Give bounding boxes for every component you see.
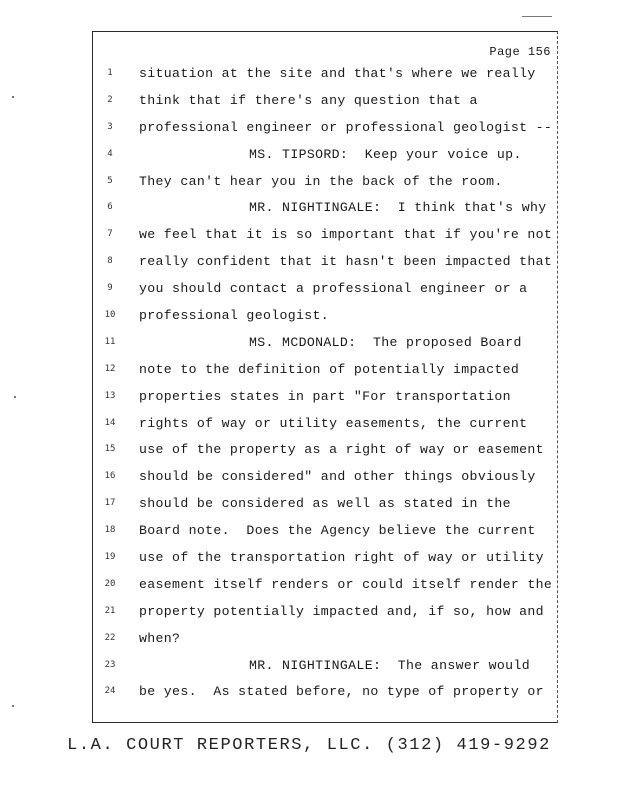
transcript-line xyxy=(93,684,557,711)
transcript-line xyxy=(93,550,557,577)
line-number: 21 xyxy=(104,605,116,616)
line-number: 6 xyxy=(107,202,113,213)
line-number: 14 xyxy=(104,417,116,428)
transcript-line xyxy=(93,147,557,174)
transcript-lines xyxy=(93,66,557,711)
transcript-line xyxy=(93,469,557,496)
transcript-line xyxy=(93,416,557,443)
line-text: easement itself renders or could itself render the xyxy=(139,576,553,592)
transcript-page xyxy=(92,31,558,723)
line-text: professional geologist. xyxy=(139,308,330,324)
line-number: 18 xyxy=(104,525,116,536)
line-number: 2 xyxy=(107,94,113,105)
line-text: They can't hear you in the back of the room. xyxy=(139,173,503,189)
transcript-line xyxy=(93,442,557,469)
line-number: 17 xyxy=(104,498,116,509)
line-number: 1 xyxy=(107,68,113,78)
transcript-line xyxy=(93,523,557,550)
line-number: 15 xyxy=(104,444,116,455)
transcript-line xyxy=(93,93,557,120)
line-number: 19 xyxy=(104,552,116,563)
transcript-line xyxy=(93,200,557,227)
line-text: rights of way or utility easements, the current xyxy=(139,415,528,431)
page-number: Page 156 xyxy=(489,45,551,59)
line-text: situation at the site and that's where we really xyxy=(139,66,536,81)
transcript-line xyxy=(93,631,557,658)
scan-speck xyxy=(14,396,16,398)
scan-speck xyxy=(12,705,14,707)
line-number: 16 xyxy=(104,471,116,482)
line-text: be yes. As stated before, no type of property or xyxy=(139,684,544,700)
transcript-line xyxy=(93,120,557,147)
line-number: 20 xyxy=(104,578,116,589)
line-number: 7 xyxy=(107,229,113,240)
line-number: 5 xyxy=(107,175,113,186)
transcript-line xyxy=(93,254,557,281)
line-text: should be considered" and other things obviously xyxy=(139,469,536,485)
transcript-line xyxy=(93,362,557,389)
line-text: MS. TIPSORD: Keep your voice up. xyxy=(249,146,522,162)
transcript-line xyxy=(93,227,557,254)
transcript-line xyxy=(93,389,557,416)
line-text: Board note. Does the Agency believe the current xyxy=(139,523,536,539)
line-text: note to the definition of potentially impacted xyxy=(139,361,520,377)
transcript-line xyxy=(93,281,557,308)
line-text: professional engineer or professional geologist -- xyxy=(139,119,553,135)
line-number: 3 xyxy=(107,121,113,132)
line-text: we feel that it is so important that if you're not xyxy=(139,227,553,243)
transcript-line xyxy=(93,496,557,523)
line-text: you should contact a professional engineer or a xyxy=(139,281,528,297)
transcript-line xyxy=(93,308,557,335)
line-text: MR. NIGHTINGALE: I think that's why xyxy=(249,200,547,216)
line-number: 9 xyxy=(107,283,113,294)
line-text: properties states in part "For transportation xyxy=(139,388,511,404)
scan-speck xyxy=(12,96,14,98)
line-text: use of the property as a right of way or easement xyxy=(139,442,544,458)
transcript-line xyxy=(93,577,557,604)
line-number: 11 xyxy=(104,336,116,347)
transcript-line xyxy=(93,658,557,685)
line-text: think that if there's any question that a xyxy=(139,92,478,108)
scan-speck xyxy=(522,16,552,17)
line-number: 4 xyxy=(107,148,113,159)
court-reporter-footer: L.A. COURT REPORTERS, LLC. (312) 419-9292 xyxy=(67,736,551,755)
line-text: MS. MCDONALD: The proposed Board xyxy=(249,334,522,350)
line-number: 12 xyxy=(104,363,116,374)
line-number: 10 xyxy=(104,310,116,321)
transcript-line xyxy=(93,335,557,362)
line-number: 24 xyxy=(104,686,116,697)
line-text: use of the transportation right of way or utility xyxy=(139,550,544,566)
line-text: when? xyxy=(139,630,181,646)
line-number: 8 xyxy=(107,256,113,267)
line-text: really confident that it hasn't been impacted that xyxy=(139,254,553,270)
transcript-line xyxy=(93,604,557,631)
line-number: 23 xyxy=(104,659,116,670)
line-text: MR. NIGHTINGALE: The answer would xyxy=(249,657,530,673)
line-number: 22 xyxy=(104,632,116,643)
line-number: 13 xyxy=(104,390,116,401)
line-text: should be considered as well as stated in the xyxy=(139,496,511,512)
line-text: property potentially impacted and, if so, how and xyxy=(139,603,544,619)
transcript-line xyxy=(93,174,557,201)
transcript-line xyxy=(93,66,557,93)
